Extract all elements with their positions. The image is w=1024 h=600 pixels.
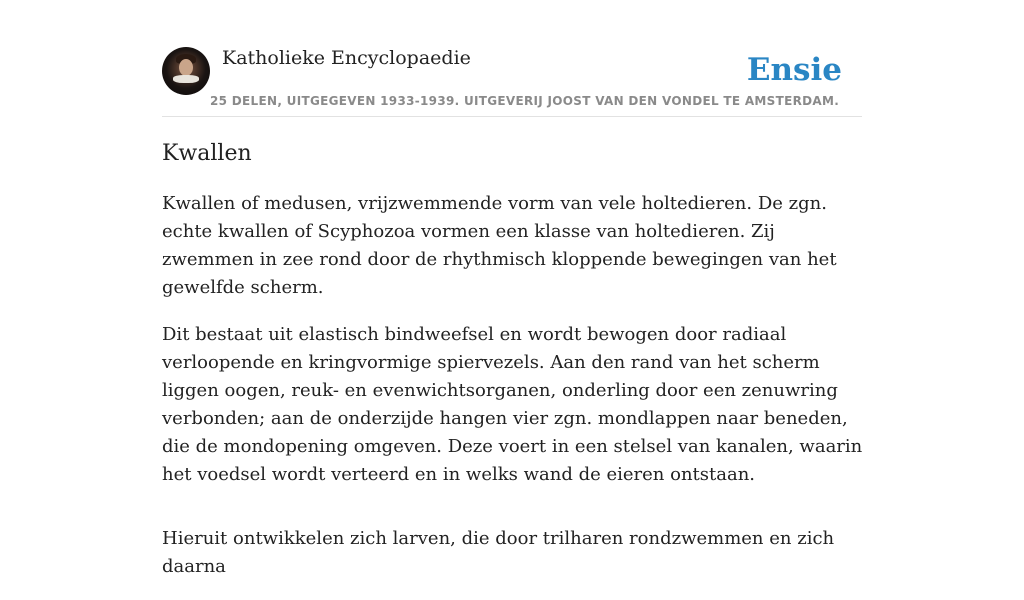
ensie-logo[interactable]: Ensie — [746, 52, 842, 88]
encyclopedia-subtitle: 25 DELEN, UITGEGEVEN 1933-1939. UITGEVERIJ JOOST VAN DEN VONDEL TE AMSTERDAM. — [210, 94, 840, 108]
avatar-face — [179, 59, 193, 76]
article-paragraph: Hieruit ontwikkelen zich larven, die door trilharen rondzwemmen en zich daarna — [162, 528, 835, 577]
article-paragraph: Dit bestaat uit elastisch bindweefsel en wordt bewogen door radiaal verloopende en kringvormige spiervezels. Aan den rand van het scherm liggen oogen, reuk- en evenwichtsorganen, onderling door een zenuwring verbonden; aan de onderzijde hangen vier zgn. mondlappen naar beneden, die de mondopening omgeven. Deze voert in een stelsel van kanalen, waarin het voedsel wordt verteerd en in welks wand de eieren ontstaan. — [162, 324, 863, 485]
article — [162, 138, 866, 600]
article-paragraph: Kwallen of medusen, vrijzwemmende vorm van vele holtedieren. De zgn. echte kwallen of Scyphozoa vormen een klasse van holtedieren. Zij zwemmen in zee rond door de rhythmisch kloppende bewegingen van het gewelfde scherm. — [162, 193, 837, 298]
author-avatar[interactable] — [162, 47, 210, 95]
article-title: Kwallen — [162, 141, 252, 166]
avatar-collar — [173, 75, 199, 83]
header — [162, 46, 862, 117]
encyclopedia-title[interactable]: Katholieke Encyclopaedie — [222, 47, 471, 69]
